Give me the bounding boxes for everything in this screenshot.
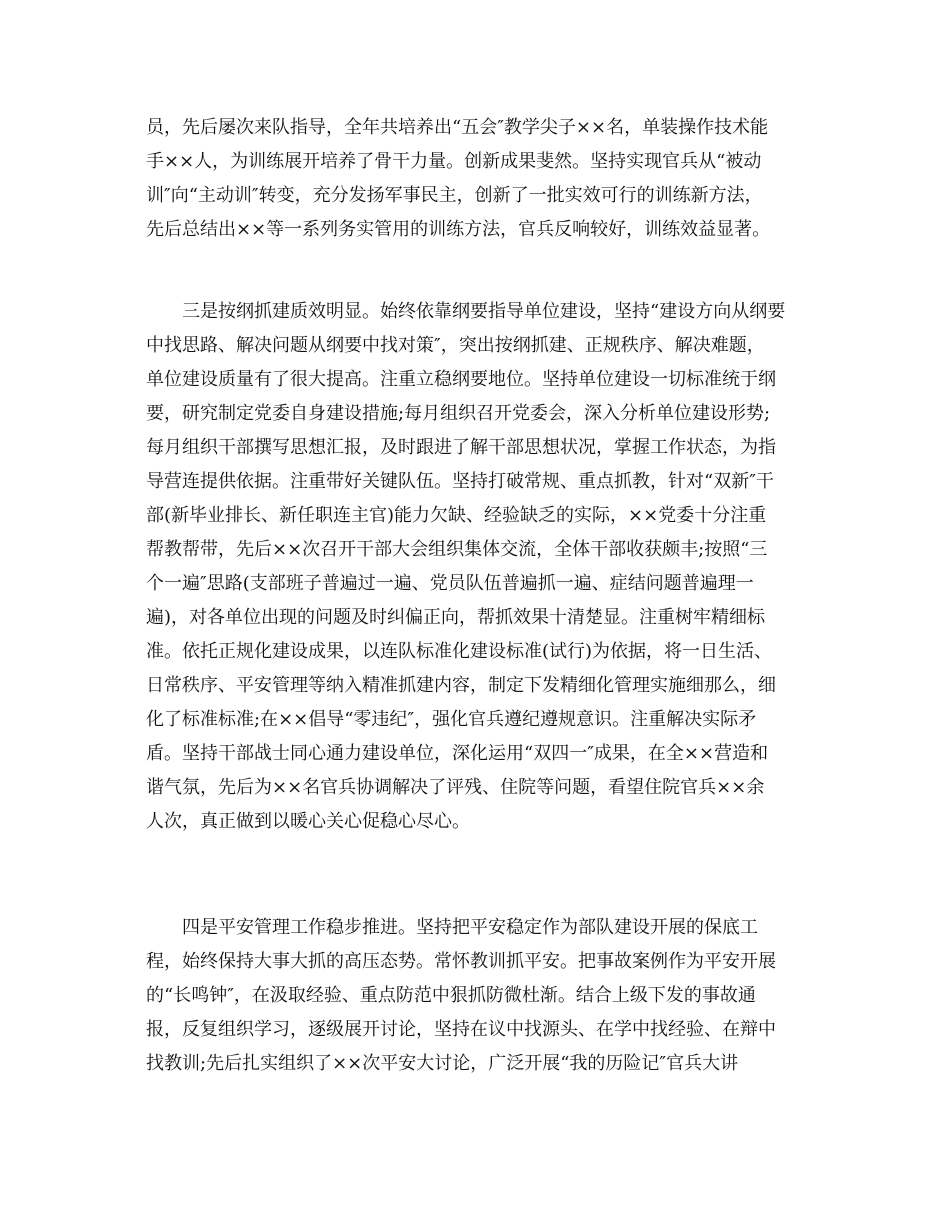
text-line: 训″向“主动训″转变，充分发扬军事民主，创新了一批实效可行的训练新方法， [146, 185, 763, 206]
text-line: 先后总结出××等一系列务实管用的训练方法，官兵反响较好，训练效益显著。 [146, 219, 771, 240]
text-line: 导营连提供依据。注重带好关键队伍。坚持打破常规、重点抓教，针对“双新″干 [146, 471, 774, 492]
text-line: 要，研究制定党委自身建设措施;每月组织召开党委会，深入分析单位建设形势; [146, 403, 771, 424]
text-line: 化了标准标准;在××倡导“零违纪″，强化官兵遵纪遵规意识。注重解决实际矛 [146, 709, 757, 730]
paragraph-safety [146, 911, 806, 1081]
text-line: 程，始终保持大事大抓的高压态势。常怀教训抓平安。把事故案例作为平安开展 [146, 951, 776, 972]
text-line: 报，反复组织学习，逐级展开讨论，坚持在议中找源头、在学中找经验、在辩中 [146, 1019, 776, 1040]
text-line: 准。依托正规化建设成果，以连队标准化建设标准(试行)为依据，将一日生活、 [146, 641, 773, 662]
text-line: 中找思路、解决问题从纲要中找对策″，突出按纲抓建、正规秩序、解决难题， [146, 335, 765, 356]
text-line: 手××人，为训练展开培养了骨干力量。创新成果斐然。坚持实现官兵从“被动 [146, 151, 762, 172]
text-line: 每月组织干部撰写思想汇报，及时跟进了解干部思想状况，掌握工作状态，为指 [146, 437, 776, 458]
text-line: 日常秩序、平安管理等纳入精准抓建内容，制定下发精细化管理实施细那么，细 [146, 675, 776, 696]
text-line: 三是按纲抓建质效明显。始终依靠纲要指导单位建设，坚持“建设方向从纲要 [146, 301, 786, 322]
text-line: 找教训;先后扎实组织了××次平安大讨论，广泛开展“我的历险记″官兵大讲 [146, 1053, 739, 1074]
text-line: 盾。坚持干部战士同心通力建设单位，深化运用“双四一″成果，在全××营造和 [146, 743, 769, 764]
paragraph-training [146, 111, 806, 247]
text-line: 的“长鸣钟″，在汲取经验、重点防范中狠抓防微杜渐。结合上级下发的事故通 [146, 985, 756, 1006]
text-line: 单位建设质量有了很大提高。注重立稳纲要地位。坚持单位建设一切标准统于纲 [146, 369, 776, 390]
text-line: 谐气氛，先后为××名官兵协调解决了评残、住院等问题，看望住院官兵××余 [146, 777, 765, 798]
text-line: 部(新毕业排长、新任职连主官)能力欠缺、经验缺乏的实际，××党委十分注重 [146, 505, 767, 526]
text-line: 员，先后屡次来队指导，全年共培养出“五会″教学尖子××名，单装操作技术能 [146, 117, 769, 138]
text-line: 个一遍″思路(支部班子普遍过一遍、党员队伍普遍抓一遍、症结问题普遍理一 [146, 573, 754, 594]
text-line: 四是平安管理工作稳步推进。坚持把平安稳定作为部队建设开展的保底工 [146, 917, 758, 938]
text-line: 帮教帮带，先后××次召开干部大会组织集体交流，全体干部收获颇丰;按照“三 [146, 539, 768, 560]
text-line: 遍)，对各单位出现的问题及时纠偏正向，帮抓效果十清楚显。注重树牢精细标 [146, 607, 766, 628]
paragraph-construction [146, 295, 806, 839]
text-line: 人次，真正做到以暖心关心促稳心尽心。 [146, 811, 470, 832]
